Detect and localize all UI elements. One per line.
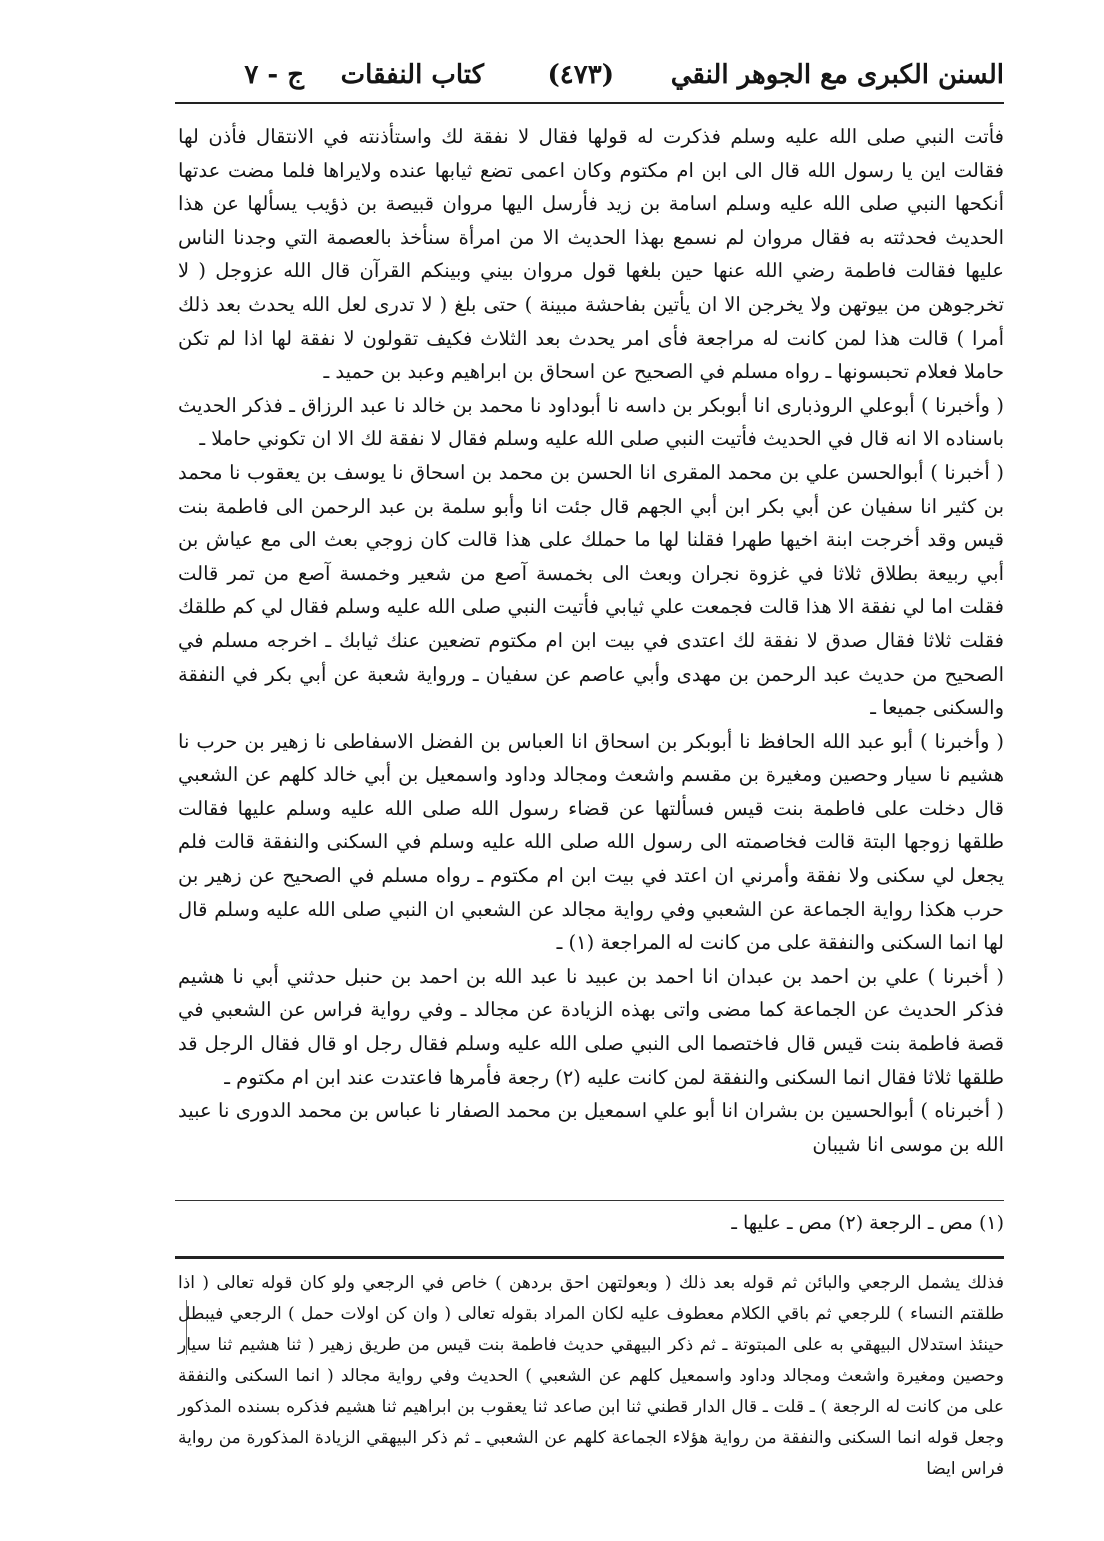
main-text-body (178, 120, 1004, 1161)
main-paragraph: فأتت النبي صلى الله عليه وسلم فذكرت له قولها فقال لا نفقة لك واستأذنته في الانتقال فأذن لها فقالت اين يا رسول الله قال الى ابن ام مكتوم وكان اعمى تضع ثيابها عنده ولايراها فلما مضت عدتها أنكحها النبي صلى الله عليه وسلم اسامة بن زيد فأرسل اليها مروان قبيصة بن ذؤيب يسألها عن هذا الحديث فحدثته به فقال مروان لم نسمع بهذا الحديث الا من امرأة سنأخذ بالعصمة التي وجدنا الناس عليها فقالت فاطمة رضي الله عنها حين بلغها قول مروان بيني وبينكم القرآن قال الله عزوجل ( لا تخرجوهن من بيوتهن ولا يخرجن الا ان يأتين بفاحشة مبينة ) حتى بلغ ( لا تدرى لعل الله يحدث بعد ذلك أمرا ) قالت هذا لمن كانت له مراجعة فأى امر يحدث بعد الثلاث فكيف تقولون لا نفقة لها اذا لم تكن حاملا فعلام تحبسونها ـ رواه مسلم في الصحيح عن اسحاق بن ابراهيم وعبد بن حميد ـ (178, 125, 1004, 384)
main-paragraph: ( وأخبرنا ) أبو عبد الله الحافظ نا أبوبكر بن اسحاق انا العباس بن الفضل الاسفاطى نا زهير بن حرب نا هشيم نا سيار وحصين ومغيرة بن مقسم واشعث ومجالد وداود واسمعيل بن أبي خالد كلهم عن الشعبي قال دخلت على فاطمة بنت قيس فسألتها عن قضاء رسول الله صلى الله عليه وسلم عليها فقالت طلقها زوجها البتة قالت فخاصمته الى رسول الله صلى الله عليه وسلم في السكنى والنفقة قالت فلم يجعل لي سكنى ولا نفقة وأمرني ان اعتد في بيت ابن ام مكتوم ـ رواه مسلم في الصحيح عن زهير بن حرب هكذا رواية الجماعة عن الشعبي وفي رواية مجالد عن الشعبي ان النبي صلى الله عليه وسلم قال لها انما السكنى والنفقة على من كانت له المراجعة (١) ـ (178, 729, 1004, 955)
page-number: (٤٧٣) (547, 60, 614, 90)
footnote-divider (175, 1200, 1004, 1201)
chapter-title: كتاب النفقات (340, 60, 484, 90)
main-paragraph: ( أخبرنا ) علي بن احمد بن عبدان انا احمد بن عبيد نا عبد الله بن احمد بن حنبل حدثني أبي نا هشيم فذكر الحديث عن الجماعة كما مضى واتى بهذه الزيادة عن مجالد ـ وفي رواية فراس عن الشعبي في قصة فاطمة بنت قيس قال فاختصما الى النبي صلى الله عليه وسلم فقال رجل او قال فقال الرجل قد طلقها ثلاثا فقال انما السكنى والنفقة لمن كانت عليه (٢) رجعة فأمرها فاعتدت عند ابن ام مكتوم ـ (178, 964, 1004, 1089)
footnote: (١) مص ـ الرجعة (٢) مص ـ عليها ـ (731, 1212, 1004, 1234)
main-paragraph: ( أخبرناه ) أبوالحسين بن بشران انا أبو علي اسمعيل بن محمد الصفار نا عباس بن محمد الدورى نا عبيد الله بن موسى انا شيبان (178, 1099, 1004, 1156)
commentary-divider (175, 1256, 1004, 1259)
page-header (175, 60, 1004, 102)
volume-number: ج - ٧ (244, 60, 304, 90)
commentary-body (178, 1268, 1004, 1485)
main-paragraph: ( وأخبرنا ) أبوعلي الروذبارى انا أبوبكر بن داسه نا أبوداود نا محمد بن خالد نا عبد الرزاق ـ فذكر الحديث باسناده الا انه قال في الحديث فأتيت النبي صلى الله عليه وسلم فقال لا نفقة لك الا ان تكوني حاملا ـ (178, 393, 1004, 451)
main-paragraph: ( أخبرنا ) أبوالحسن علي بن محمد المقرى انا الحسن بن محمد بن اسحاق نا يوسف بن يعقوب نا محمد بن كثير انا سفيان عن أبي بكر ابن أبي الجهم قال جئت انا وأبو سلمة بن عبد الرحمن الى فاطمة بنت قيس وقد أخرجت ابنة اخيها طهرا فقلنا لها ما حملك على هذا قالت كان زوجي بعث الى مع عياش بن أبي ربيعة بطلاق ثلاثا في غزوة نجران وبعث الى بخمسة آصع من شعير وخمسة آصع من تمر قالت فقلت اما لي نفقة الا هذا قالت فجمعت علي ثيابي فأتيت النبي صلى الله عليه وسلم فقال لي كم طلقك فقلت ثلاثا فقال صدق لا نفقة لك اعتدى في بيت ابن ام مكتوم تضعين عنك ثيابك ـ اخرجه مسلم في الصحيح من حديث عبد الرحمن بن مهدى وأبي عاصم عن سفيان ـ ورواية شعبة عن أبي بكر في النفقة والسكنى جميعا ـ (178, 460, 1004, 720)
book-title: السنن الكبرى مع الجوهر النقي (670, 60, 1004, 90)
header-divider (175, 102, 1004, 104)
commentary-paragraph: فذلك يشمل الرجعي والبائن ثم قوله بعد ذلك ( وبعولتهن احق بردهن ) خاص في الرجعي ولو كان قوله تعالى ( اذا طلقتم النساء ) للرجعي ثم باقي الكلام معطوف عليه لكان المراد بقوله تعالى ( وان كن اولات حمل ) الرجعي فيبطل حينئذ استدلال البيهقي به على المبتوتة ـ ثم ذكر البيهقي حديث فاطمة بنت قيس من طريق زهير ( ثنا هشيم ثنا سيار وحصين ومغيرة واشعث ومجالد وداود واسمعيل كلهم عن الشعبي ) الحديث وفي رواية مجالد ( انما السكنى والنفقة على من كانت له الرجعة ) ـ قلت ـ قال الدار قطني ثنا ابن صاعد ثنا يعقوب بن ابراهيم ثنا هشيم فذكره بسنده المذكور وجعل قوله انما السكنى والنفقة من رواية هؤلاء الجماعة كلهم عن الشعبي ـ ثم ذكر البيهقي الزيادة المذكورة من رواية فراس ايضا (178, 1273, 1004, 1479)
